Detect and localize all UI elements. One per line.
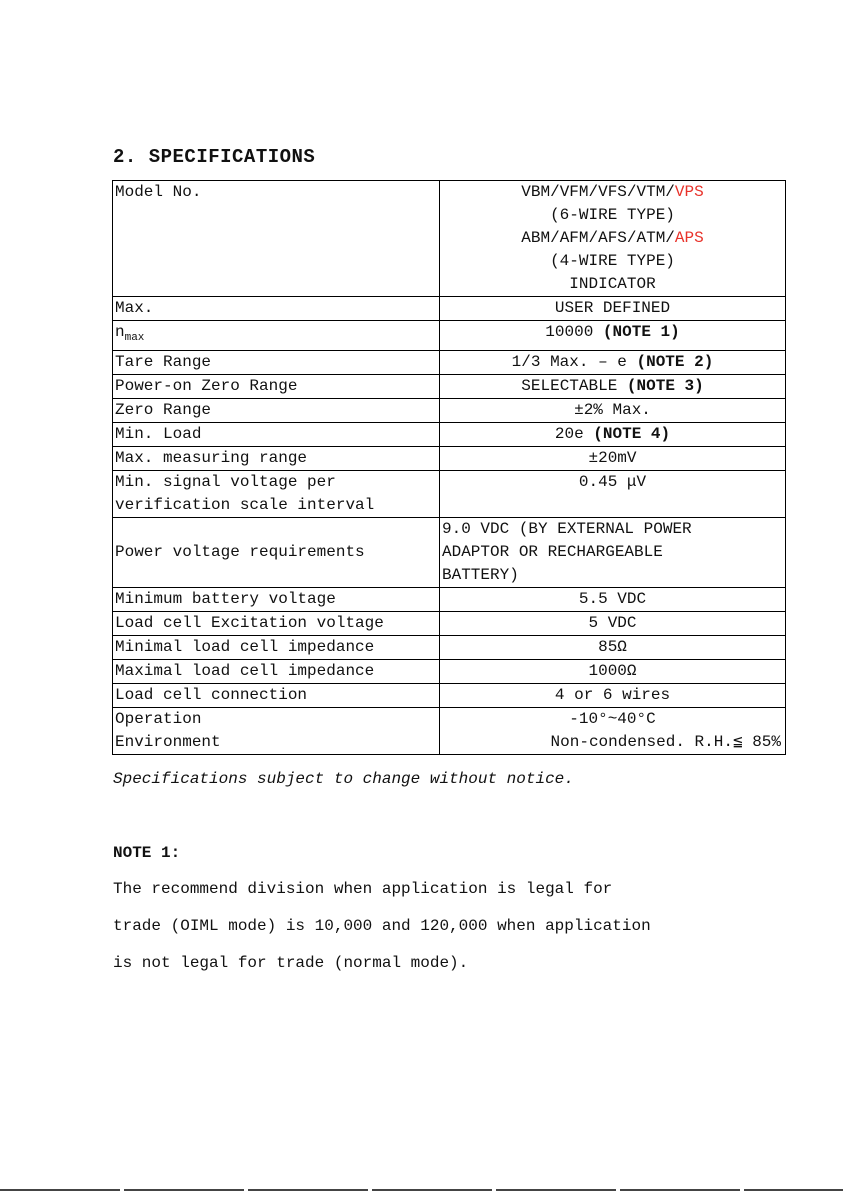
power-voltage-line3: BATTERY)	[442, 566, 519, 584]
operation-label-line1: Operation	[115, 710, 202, 728]
min-impedance-label: Minimal load cell impedance	[113, 636, 440, 660]
nmax-note: (NOTE 1)	[602, 323, 680, 341]
power-on-zero-note: (NOTE 3)	[626, 377, 704, 395]
min-load-value	[440, 423, 786, 447]
power-voltage-value	[440, 518, 786, 588]
model-line3-red: APS	[674, 229, 704, 247]
zero-range-value: ±2% Max.	[440, 399, 786, 423]
min-signal-label-line1: Min. signal voltage per	[115, 473, 336, 491]
model-label: Model No.	[113, 181, 440, 297]
power-voltage-label: Power voltage requirements	[113, 518, 440, 588]
table-row	[113, 708, 786, 755]
model-line4: (4-WIRE TYPE)	[550, 252, 675, 270]
model-line1-red: VPS	[674, 183, 704, 201]
table-row	[113, 423, 786, 447]
power-voltage-line2: ADAPTOR OR RECHARGEABLE	[442, 543, 663, 561]
nmax-label-main: n	[115, 323, 125, 341]
operation-value-line1: -10°~40°C	[569, 710, 656, 728]
table-row	[113, 399, 786, 423]
operation-value-line2: Non-condensed. R.H.≦ 85%	[550, 733, 781, 751]
note1-line3: is not legal for trade (normal mode).	[113, 954, 469, 972]
min-impedance-value: 85Ω	[440, 636, 786, 660]
table-row	[113, 471, 786, 518]
operation-value	[440, 708, 786, 755]
table-row	[113, 660, 786, 684]
model-line2: (6-WIRE TYPE)	[550, 206, 675, 224]
min-load-note: (NOTE 4)	[593, 425, 671, 443]
max-value: USER DEFINED	[440, 297, 786, 321]
table-row	[113, 612, 786, 636]
page-bottom-rule	[0, 1189, 843, 1191]
table-row	[113, 684, 786, 708]
max-impedance-value: 1000Ω	[440, 660, 786, 684]
connection-label: Load cell connection	[113, 684, 440, 708]
nmax-label	[113, 321, 440, 351]
table-row	[113, 636, 786, 660]
excitation-label: Load cell Excitation voltage	[113, 612, 440, 636]
power-on-zero-value-text: SELECTABLE	[521, 377, 618, 395]
min-load-label: Min. Load	[113, 423, 440, 447]
note1-line1: The recommend division when application is legal for	[113, 880, 613, 898]
zero-range-label: Zero Range	[113, 399, 440, 423]
power-on-zero-label: Power-on Zero Range	[113, 375, 440, 399]
table-row	[113, 375, 786, 399]
tare-note: (NOTE 2)	[636, 353, 714, 371]
specifications-table	[112, 180, 786, 755]
model-line5: INDICATOR	[569, 275, 656, 293]
min-battery-value: 5.5 VDC	[440, 588, 786, 612]
nmax-label-sub: max	[124, 332, 145, 344]
model-line3-prefix: ABM/AFM/AFS/ATM/	[521, 229, 675, 247]
table-row	[113, 181, 786, 297]
excitation-value: 5 VDC	[440, 612, 786, 636]
disclaimer: Specifications subject to change without notice.	[113, 770, 574, 788]
table-row	[113, 321, 786, 351]
max-measuring-label: Max. measuring range	[113, 447, 440, 471]
model-value	[440, 181, 786, 297]
operation-label	[113, 708, 440, 755]
min-signal-value: 0.45 μV	[440, 471, 786, 518]
max-label: Max.	[113, 297, 440, 321]
table-row	[113, 447, 786, 471]
table-row	[113, 588, 786, 612]
table-row	[113, 297, 786, 321]
min-battery-label: Minimum battery voltage	[113, 588, 440, 612]
table-row	[113, 518, 786, 588]
nmax-value-text: 10000	[545, 323, 594, 341]
max-measuring-value: ±20mV	[440, 447, 786, 471]
min-signal-label	[113, 471, 440, 518]
note1-title: NOTE 1:	[113, 844, 181, 862]
connection-value: 4 or 6 wires	[440, 684, 786, 708]
min-signal-label-line2: verification scale interval	[115, 496, 375, 514]
note1-line2: trade (OIML mode) is 10,000 and 120,000 when application	[113, 917, 651, 935]
power-voltage-line1: 9.0 VDC (BY EXTERNAL POWER	[442, 520, 692, 538]
tare-value	[440, 351, 786, 375]
tare-label: Tare Range	[113, 351, 440, 375]
operation-label-line2: Environment	[115, 733, 221, 751]
model-line1-prefix: VBM/VFM/VFS/VTM/	[521, 183, 675, 201]
max-impedance-label: Maximal load cell impedance	[113, 660, 440, 684]
table-row	[113, 351, 786, 375]
power-on-zero-value	[440, 375, 786, 399]
tare-value-text: 1/3 Max. – e	[511, 353, 627, 371]
section-title: 2. SPECIFICATIONS	[113, 146, 316, 168]
nmax-value	[440, 321, 786, 351]
min-load-value-text: 20e	[554, 425, 584, 443]
